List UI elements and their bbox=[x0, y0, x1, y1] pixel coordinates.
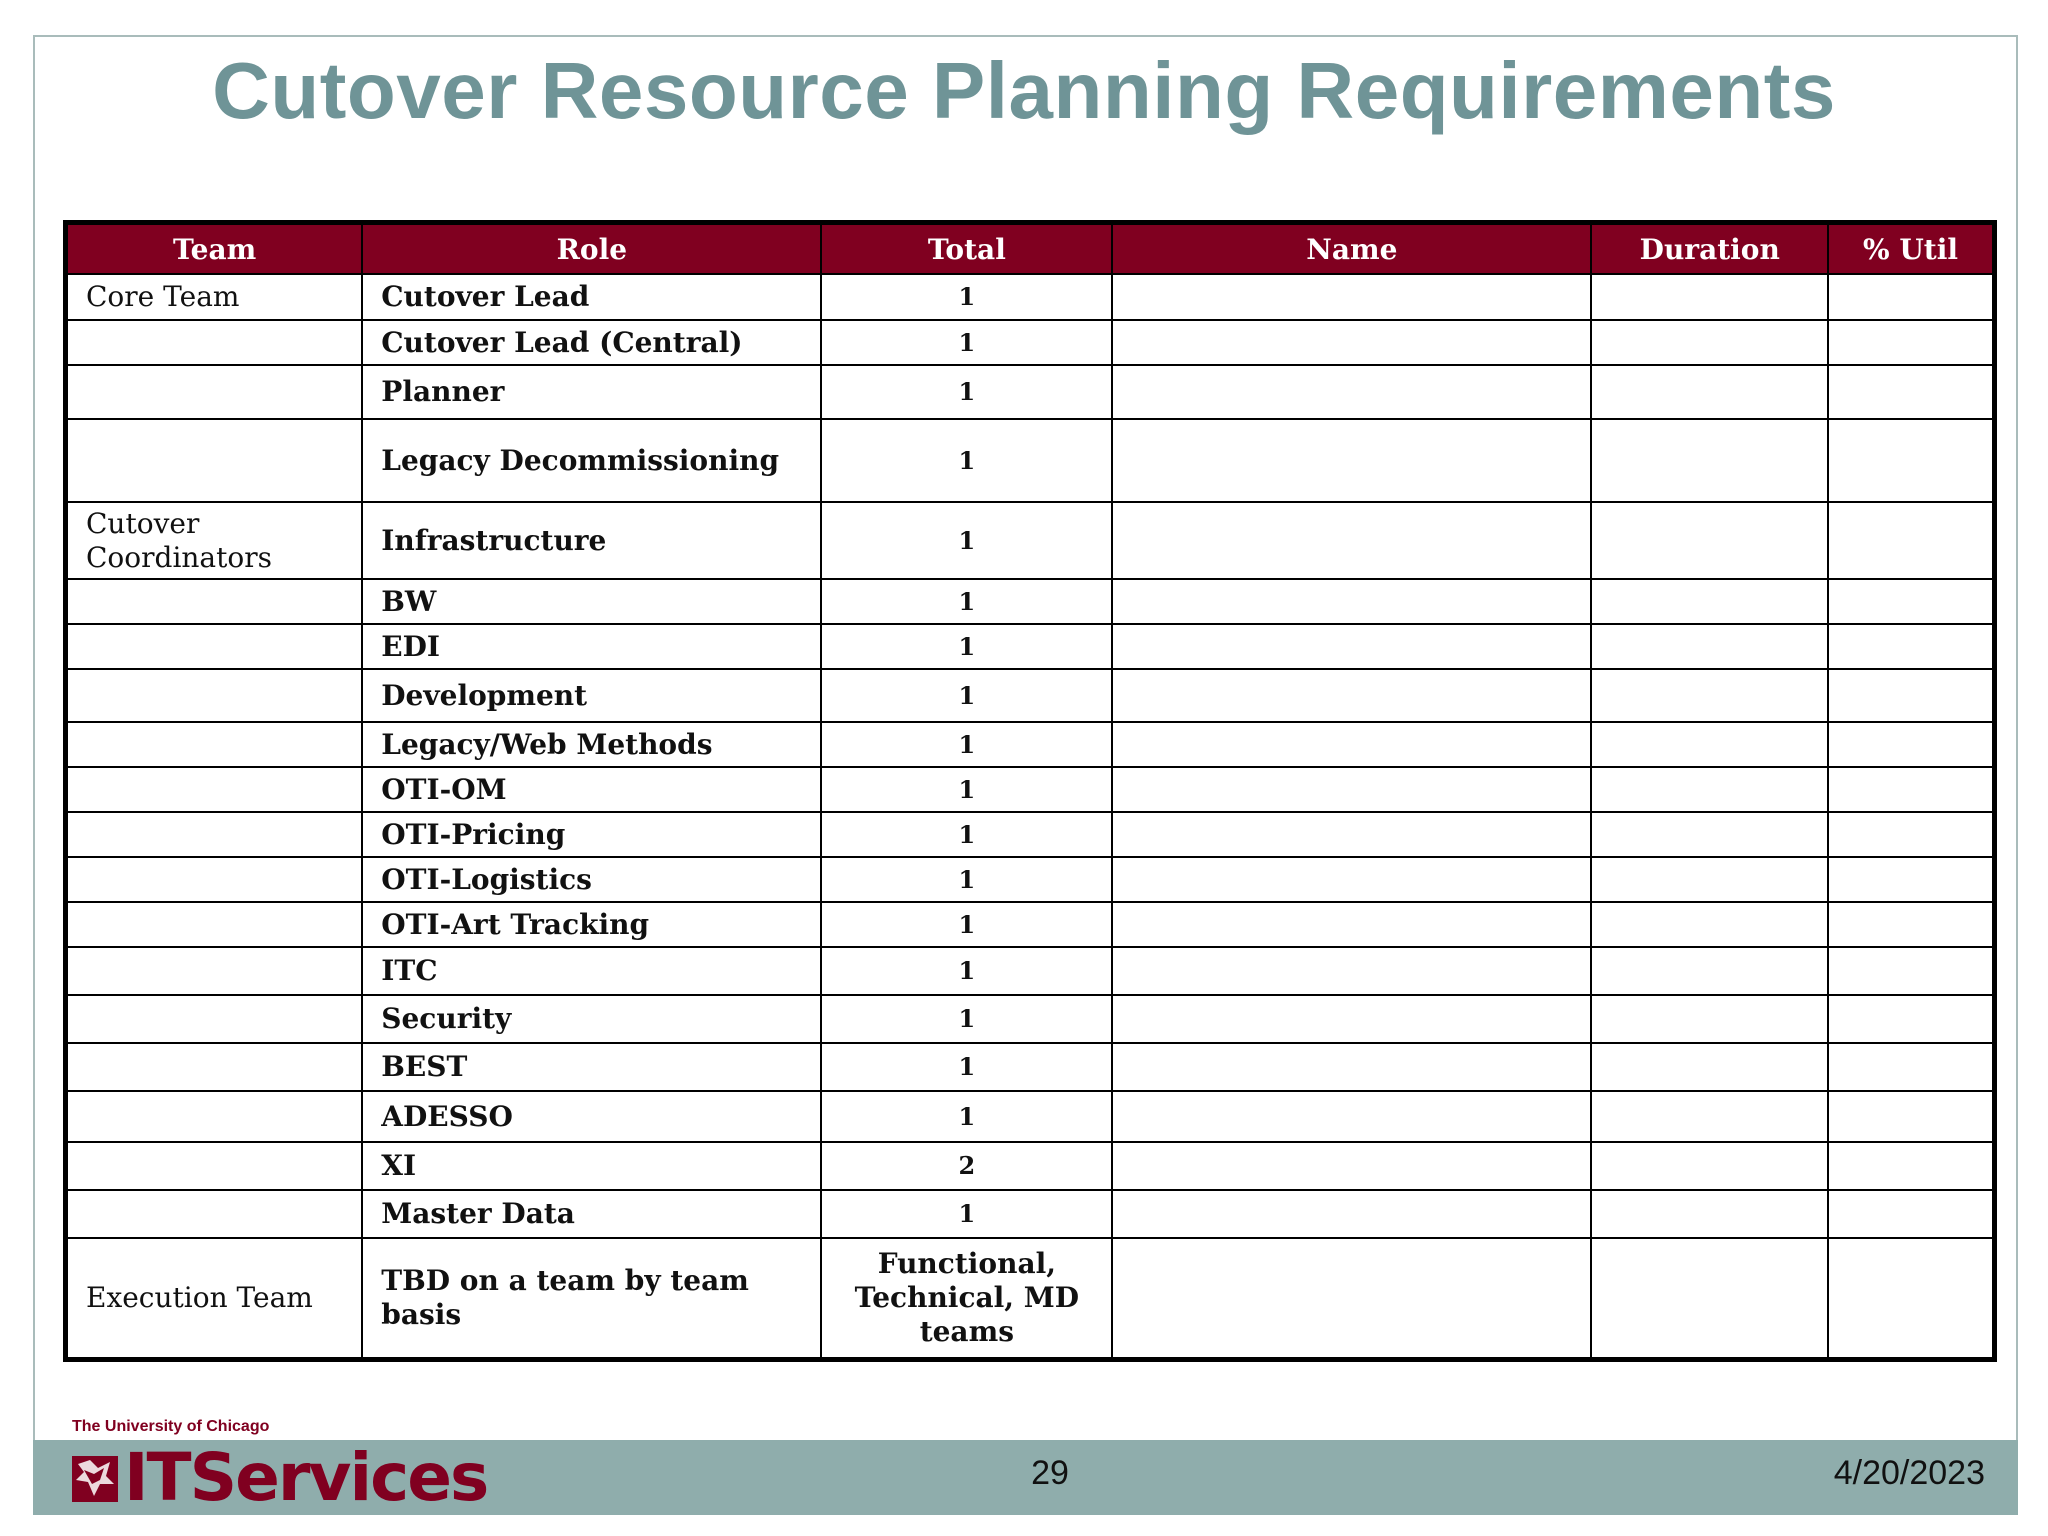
uchicago-phoenix-icon bbox=[70, 1450, 120, 1506]
table-row bbox=[66, 812, 1995, 857]
university-label: The University of Chicago bbox=[72, 1418, 270, 1435]
duration-cell bbox=[1591, 1091, 1828, 1142]
name-cell bbox=[1112, 995, 1591, 1043]
it-services-logo bbox=[70, 1439, 488, 1516]
total-cell: 1 bbox=[821, 812, 1112, 857]
header-total: Total bbox=[821, 223, 1112, 275]
team-cell bbox=[66, 857, 363, 902]
team-cell bbox=[66, 1043, 363, 1091]
name-cell bbox=[1112, 1238, 1591, 1359]
team-cell bbox=[66, 722, 363, 767]
header-name: Name bbox=[1112, 223, 1591, 275]
total-cell: 1 bbox=[821, 669, 1112, 722]
role-cell: Infrastructure bbox=[362, 502, 821, 579]
name-cell bbox=[1112, 320, 1591, 365]
util-cell bbox=[1828, 1091, 1994, 1142]
resource-table bbox=[63, 220, 1997, 1362]
util-cell bbox=[1828, 767, 1994, 812]
name-cell bbox=[1112, 624, 1591, 669]
name-cell bbox=[1112, 1091, 1591, 1142]
total-cell: 1 bbox=[821, 995, 1112, 1043]
total-cell: 2 bbox=[821, 1142, 1112, 1190]
table-row bbox=[66, 1238, 1995, 1359]
table-body bbox=[66, 274, 1995, 1359]
util-cell bbox=[1828, 419, 1994, 502]
header-duration: Duration bbox=[1591, 223, 1828, 275]
team-cell bbox=[66, 669, 363, 722]
duration-cell bbox=[1591, 995, 1828, 1043]
role-cell: OTI-OM bbox=[362, 767, 821, 812]
table-row bbox=[66, 767, 1995, 812]
duration-cell bbox=[1591, 502, 1828, 579]
team-cell bbox=[66, 1142, 363, 1190]
name-cell bbox=[1112, 365, 1591, 419]
total-cell: 1 bbox=[821, 1043, 1112, 1091]
role-cell: BW bbox=[362, 579, 821, 624]
table-row bbox=[66, 274, 1995, 320]
slide-title: Cutover Resource Planning Requirements bbox=[212, 46, 1836, 135]
util-cell bbox=[1828, 722, 1994, 767]
table-row bbox=[66, 1091, 1995, 1142]
role-cell: Legacy/Web Methods bbox=[362, 722, 821, 767]
role-cell: Cutover Lead (Central) bbox=[362, 320, 821, 365]
table-row bbox=[66, 1190, 1995, 1238]
team-cell bbox=[66, 320, 363, 365]
name-cell bbox=[1112, 812, 1591, 857]
util-cell bbox=[1828, 579, 1994, 624]
role-cell: Master Data bbox=[362, 1190, 821, 1238]
duration-cell bbox=[1591, 320, 1828, 365]
name-cell bbox=[1112, 579, 1591, 624]
role-cell: ADESSO bbox=[362, 1091, 821, 1142]
name-cell bbox=[1112, 767, 1591, 812]
role-cell: XI bbox=[362, 1142, 821, 1190]
table-row bbox=[66, 365, 1995, 419]
table-row bbox=[66, 502, 1995, 579]
team-cell bbox=[66, 579, 363, 624]
name-cell bbox=[1112, 419, 1591, 502]
resource-table-container bbox=[63, 220, 1997, 1362]
name-cell bbox=[1112, 902, 1591, 947]
duration-cell bbox=[1591, 947, 1828, 995]
total-cell: 1 bbox=[821, 320, 1112, 365]
team-cell bbox=[66, 1190, 363, 1238]
duration-cell bbox=[1591, 365, 1828, 419]
name-cell bbox=[1112, 722, 1591, 767]
util-cell bbox=[1828, 502, 1994, 579]
page-number: 29 bbox=[1031, 1454, 1069, 1492]
util-cell bbox=[1828, 1043, 1994, 1091]
header-util: % Util bbox=[1828, 223, 1994, 275]
util-cell bbox=[1828, 857, 1994, 902]
total-cell: 1 bbox=[821, 902, 1112, 947]
table-header-row bbox=[66, 223, 1995, 275]
role-cell: BEST bbox=[362, 1043, 821, 1091]
total-cell: 1 bbox=[821, 365, 1112, 419]
duration-cell bbox=[1591, 579, 1828, 624]
role-cell: EDI bbox=[362, 624, 821, 669]
role-cell: TBD on a team by team basis bbox=[362, 1238, 821, 1359]
util-cell bbox=[1828, 995, 1994, 1043]
duration-cell bbox=[1591, 1043, 1828, 1091]
name-cell bbox=[1112, 947, 1591, 995]
table-row bbox=[66, 947, 1995, 995]
total-cell: 1 bbox=[821, 1091, 1112, 1142]
total-cell: 1 bbox=[821, 767, 1112, 812]
role-cell: Legacy Decommissioning bbox=[362, 419, 821, 502]
duration-cell bbox=[1591, 1190, 1828, 1238]
role-cell: Cutover Lead bbox=[362, 274, 821, 320]
slide-date: 4/20/2023 bbox=[1833, 1454, 1985, 1492]
util-cell bbox=[1828, 947, 1994, 995]
util-cell bbox=[1828, 1190, 1994, 1238]
table-row bbox=[66, 857, 1995, 902]
total-cell: 1 bbox=[821, 947, 1112, 995]
role-cell: ITC bbox=[362, 947, 821, 995]
duration-cell bbox=[1591, 274, 1828, 320]
table-row bbox=[66, 995, 1995, 1043]
team-cell: Execution Team bbox=[66, 1238, 363, 1359]
name-cell bbox=[1112, 1142, 1591, 1190]
duration-cell bbox=[1591, 624, 1828, 669]
util-cell bbox=[1828, 1238, 1994, 1359]
role-cell: OTI-Pricing bbox=[362, 812, 821, 857]
name-cell bbox=[1112, 1043, 1591, 1091]
team-cell: Cutover Coordinators bbox=[66, 502, 363, 579]
util-cell bbox=[1828, 365, 1994, 419]
role-cell: Development bbox=[362, 669, 821, 722]
duration-cell bbox=[1591, 722, 1828, 767]
total-cell: 1 bbox=[821, 722, 1112, 767]
total-cell: 1 bbox=[821, 274, 1112, 320]
team-cell: Core Team bbox=[66, 274, 363, 320]
name-cell bbox=[1112, 857, 1591, 902]
team-cell bbox=[66, 812, 363, 857]
team-cell bbox=[66, 624, 363, 669]
header-role: Role bbox=[362, 223, 821, 275]
role-cell: Planner bbox=[362, 365, 821, 419]
util-cell bbox=[1828, 320, 1994, 365]
header-team: Team bbox=[66, 223, 363, 275]
team-cell bbox=[66, 995, 363, 1043]
duration-cell bbox=[1591, 1142, 1828, 1190]
duration-cell bbox=[1591, 767, 1828, 812]
table-row bbox=[66, 669, 1995, 722]
team-cell bbox=[66, 1091, 363, 1142]
duration-cell bbox=[1591, 812, 1828, 857]
total-cell: 1 bbox=[821, 502, 1112, 579]
table-row bbox=[66, 419, 1995, 502]
team-cell bbox=[66, 767, 363, 812]
table-row bbox=[66, 1043, 1995, 1091]
util-cell bbox=[1828, 669, 1994, 722]
duration-cell bbox=[1591, 669, 1828, 722]
table-row bbox=[66, 902, 1995, 947]
team-cell bbox=[66, 419, 363, 502]
util-cell bbox=[1828, 1142, 1994, 1190]
total-cell: 1 bbox=[821, 624, 1112, 669]
util-cell bbox=[1828, 812, 1994, 857]
duration-cell bbox=[1591, 902, 1828, 947]
total-cell: 1 bbox=[821, 857, 1112, 902]
table-row bbox=[66, 579, 1995, 624]
table-row bbox=[66, 722, 1995, 767]
team-cell bbox=[66, 365, 363, 419]
role-cell: Security bbox=[362, 995, 821, 1043]
name-cell bbox=[1112, 502, 1591, 579]
util-cell bbox=[1828, 624, 1994, 669]
name-cell bbox=[1112, 1190, 1591, 1238]
team-cell bbox=[66, 947, 363, 995]
table-row bbox=[66, 320, 1995, 365]
name-cell bbox=[1112, 669, 1591, 722]
util-cell bbox=[1828, 902, 1994, 947]
duration-cell bbox=[1591, 1238, 1828, 1359]
role-cell: OTI-Art Tracking bbox=[362, 902, 821, 947]
total-cell: Functional, Technical, MD teams bbox=[821, 1238, 1112, 1359]
name-cell bbox=[1112, 274, 1591, 320]
table-row bbox=[66, 1142, 1995, 1190]
role-cell: OTI-Logistics bbox=[362, 857, 821, 902]
total-cell: 1 bbox=[821, 579, 1112, 624]
total-cell: 1 bbox=[821, 419, 1112, 502]
logo-text: ITServices bbox=[124, 1439, 488, 1516]
table-row bbox=[66, 624, 1995, 669]
util-cell bbox=[1828, 274, 1994, 320]
team-cell bbox=[66, 902, 363, 947]
duration-cell bbox=[1591, 419, 1828, 502]
total-cell: 1 bbox=[821, 1190, 1112, 1238]
duration-cell bbox=[1591, 857, 1828, 902]
